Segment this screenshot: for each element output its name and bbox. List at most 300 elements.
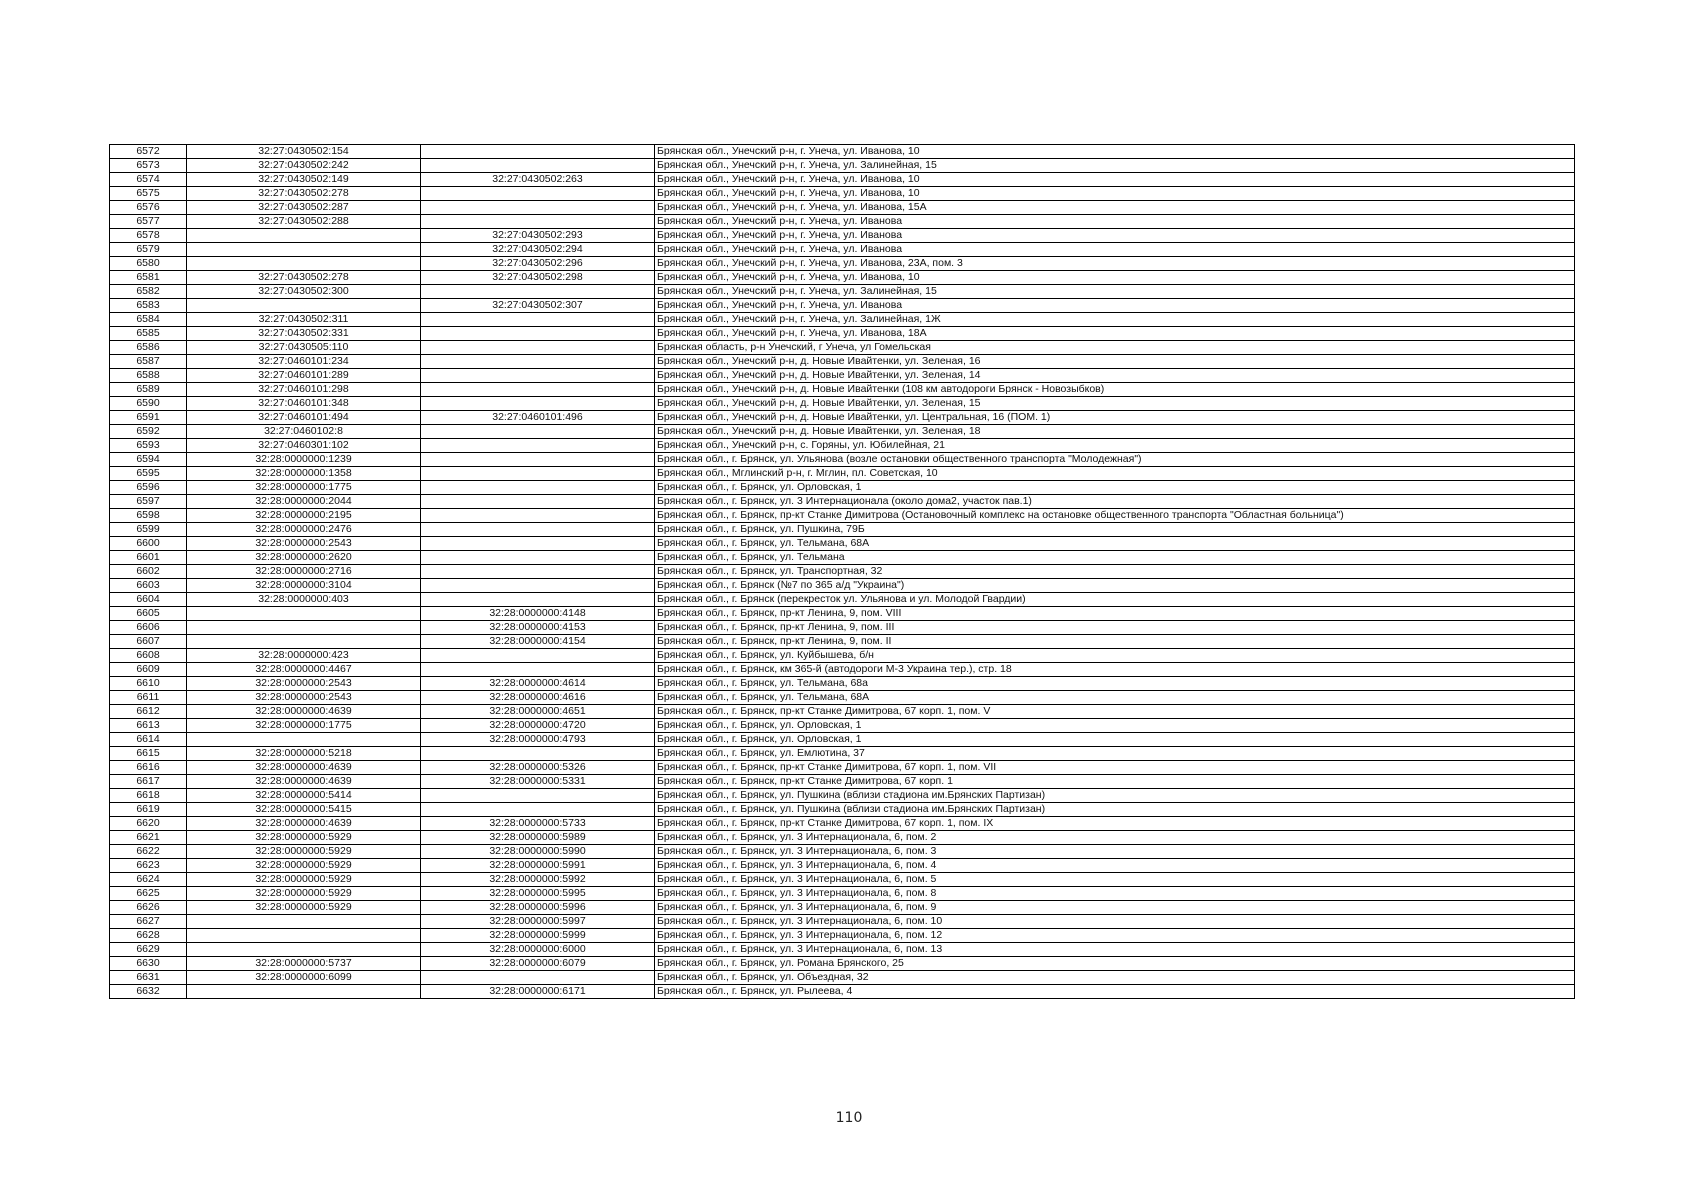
table-row — [110, 691, 1575, 705]
table-row — [110, 719, 1575, 733]
row-number-cell: 6612 — [110, 705, 187, 719]
row-number-cell: 6574 — [110, 173, 187, 187]
table-row — [110, 873, 1575, 887]
related-cadastral-number-cell — [421, 481, 655, 495]
table-row — [110, 411, 1575, 425]
row-number-cell: 6615 — [110, 747, 187, 761]
table-row — [110, 593, 1575, 607]
address-cell: Брянская обл., г. Брянск, ул. Транспортная, 32 — [655, 565, 1575, 579]
table-body — [110, 145, 1575, 999]
cadastral-number-cell — [187, 257, 421, 271]
table-row — [110, 579, 1575, 593]
address-cell: Брянская обл., Унечский р-н, д. Новые Ивайтенки, ул. Зеленая, 18 — [655, 425, 1575, 439]
related-cadastral-number-cell — [421, 159, 655, 173]
row-number-cell: 6611 — [110, 691, 187, 705]
related-cadastral-number-cell — [421, 215, 655, 229]
address-cell: Брянская обл., г. Брянск, ул. 3 Интернационала, 6, пом. 3 — [655, 845, 1575, 859]
address-cell: Брянская обл., г. Брянск, ул. Тельмана — [655, 551, 1575, 565]
table-row — [110, 201, 1575, 215]
address-cell: Брянская обл., г. Брянск, ул. Пушкина (вблизи стадиона им.Брянских Партизан) — [655, 803, 1575, 817]
table-row — [110, 929, 1575, 943]
cadastral-number-cell: 32:28:0000000:2543 — [187, 677, 421, 691]
cadastral-number-cell: 32:27:0460101:348 — [187, 397, 421, 411]
cadastral-number-cell: 32:28:0000000:6099 — [187, 971, 421, 985]
address-cell: Брянская обл., г. Брянск, км 365-й (автодороги М-3 Украина тер.), стр. 18 — [655, 663, 1575, 677]
table-row — [110, 607, 1575, 621]
address-cell: Брянская обл., Унечский р-н, д. Новые Ивайтенки, ул. Зеленая, 14 — [655, 369, 1575, 383]
related-cadastral-number-cell: 32:27:0460101:496 — [421, 411, 655, 425]
table-row — [110, 257, 1575, 271]
table-row — [110, 215, 1575, 229]
address-cell: Брянская обл., г. Брянск, ул. Пушкина (вблизи стадиона им.Брянских Партизан) — [655, 789, 1575, 803]
related-cadastral-number-cell — [421, 467, 655, 481]
related-cadastral-number-cell — [421, 593, 655, 607]
address-cell: Брянская обл., Унечский р-н, г. Унеча, ул. Залинейная, 15 — [655, 285, 1575, 299]
cadastral-number-cell — [187, 929, 421, 943]
cadastral-number-cell: 32:28:0000000:2716 — [187, 565, 421, 579]
table-row — [110, 705, 1575, 719]
cadastral-number-cell: 32:28:0000000:5929 — [187, 859, 421, 873]
related-cadastral-number-cell: 32:28:0000000:6171 — [421, 985, 655, 999]
related-cadastral-number-cell — [421, 495, 655, 509]
table-row — [110, 859, 1575, 873]
cadastral-number-cell — [187, 985, 421, 999]
row-number-cell: 6579 — [110, 243, 187, 257]
address-cell: Брянская обл., г. Брянск, ул. Орловская, 1 — [655, 481, 1575, 495]
cadastral-number-cell: 32:28:0000000:5415 — [187, 803, 421, 817]
address-cell: Брянская обл., г. Брянск, пр-кт Станке Димитрова, 67 корп. 1, пом. IX — [655, 817, 1575, 831]
table-row — [110, 173, 1575, 187]
row-number-cell: 6572 — [110, 145, 187, 159]
row-number-cell: 6602 — [110, 565, 187, 579]
address-cell: Брянская обл., г. Брянск, ул. Ульянова (возле остановки общественного транспорта "Молодежная") — [655, 453, 1575, 467]
row-number-cell: 6625 — [110, 887, 187, 901]
cadastral-number-cell: 32:28:0000000:2620 — [187, 551, 421, 565]
address-cell: Брянская обл., г. Брянск (перекресток ул. Ульянова и ул. Молодой Гвардии) — [655, 593, 1575, 607]
table-row — [110, 439, 1575, 453]
row-number-cell: 6583 — [110, 299, 187, 313]
table-row — [110, 453, 1575, 467]
address-cell: Брянская обл., г. Брянск (№7 по 365 а/д "Украина") — [655, 579, 1575, 593]
table-row — [110, 467, 1575, 481]
address-cell: Брянская обл., г. Брянск, пр-кт Ленина, 9, пом. II — [655, 635, 1575, 649]
related-cadastral-number-cell: 32:28:0000000:4651 — [421, 705, 655, 719]
cadastral-number-cell: 32:27:0460101:289 — [187, 369, 421, 383]
row-number-cell: 6616 — [110, 761, 187, 775]
row-number-cell: 6575 — [110, 187, 187, 201]
row-number-cell: 6585 — [110, 327, 187, 341]
related-cadastral-number-cell — [421, 579, 655, 593]
cadastral-number-cell: 32:28:0000000:403 — [187, 593, 421, 607]
address-cell: Брянская обл., г. Брянск, ул. Орловская, 1 — [655, 733, 1575, 747]
address-cell: Брянская обл., г. Брянск, ул. 3 Интернационала (около дома2, участок пав.1) — [655, 495, 1575, 509]
row-number-cell: 6613 — [110, 719, 187, 733]
cadastral-number-cell: 32:27:0430502:311 — [187, 313, 421, 327]
cadastral-number-cell: 32:28:0000000:5218 — [187, 747, 421, 761]
table-row — [110, 159, 1575, 173]
cadastral-number-cell: 32:28:0000000:2543 — [187, 537, 421, 551]
row-number-cell: 6576 — [110, 201, 187, 215]
related-cadastral-number-cell — [421, 355, 655, 369]
related-cadastral-number-cell — [421, 327, 655, 341]
cadastral-number-cell: 32:27:0460101:234 — [187, 355, 421, 369]
table-row — [110, 145, 1575, 159]
related-cadastral-number-cell: 32:28:0000000:5990 — [421, 845, 655, 859]
related-cadastral-number-cell: 32:27:0430502:296 — [421, 257, 655, 271]
table-row — [110, 621, 1575, 635]
related-cadastral-number-cell — [421, 523, 655, 537]
table-row — [110, 509, 1575, 523]
cadastral-table — [109, 144, 1575, 999]
row-number-cell: 6591 — [110, 411, 187, 425]
cadastral-number-cell: 32:28:0000000:1358 — [187, 467, 421, 481]
address-cell: Брянская обл., г. Брянск, ул. Тельмана, 68А — [655, 691, 1575, 705]
table-row — [110, 663, 1575, 677]
address-cell: Брянская обл., Унечский р-н, г. Унеча, ул. Иванова — [655, 299, 1575, 313]
row-number-cell: 6590 — [110, 397, 187, 411]
cadastral-number-cell — [187, 607, 421, 621]
related-cadastral-number-cell — [421, 663, 655, 677]
table-row — [110, 733, 1575, 747]
address-cell: Брянская обл., Унечский р-н, г. Унеча, ул. Залинейная, 15 — [655, 159, 1575, 173]
address-cell: Брянская обл., Унечский р-н, д. Новые Ивайтенки, ул. Центральная, 16 (ПОМ. 1) — [655, 411, 1575, 425]
cadastral-number-cell: 32:28:0000000:4639 — [187, 817, 421, 831]
address-cell: Брянская обл., г. Брянск, ул. 3 Интернационала, 6, пом. 13 — [655, 943, 1575, 957]
address-cell: Брянская обл., г. Брянск, ул. Тельмана, 68а — [655, 677, 1575, 691]
cadastral-number-cell: 32:28:0000000:3104 — [187, 579, 421, 593]
address-cell: Брянская обл., Унечский р-н, г. Унеча, ул. Иванова, 10 — [655, 187, 1575, 201]
address-cell: Брянская обл., г. Брянск, пр-кт Станке Димитрова, 67 корп. 1 — [655, 775, 1575, 789]
cadastral-number-cell: 32:27:0430502:242 — [187, 159, 421, 173]
cadastral-number-cell — [187, 733, 421, 747]
cadastral-number-cell: 32:28:0000000:2195 — [187, 509, 421, 523]
address-cell: Брянская обл., Унечский р-н, г. Унеча, ул. Залинейная, 1Ж — [655, 313, 1575, 327]
table-row — [110, 775, 1575, 789]
table-row — [110, 341, 1575, 355]
table-row — [110, 229, 1575, 243]
row-number-cell: 6594 — [110, 453, 187, 467]
address-cell: Брянская обл., Унечский р-н, г. Унеча, ул. Иванова — [655, 215, 1575, 229]
table-row — [110, 831, 1575, 845]
row-number-cell: 6600 — [110, 537, 187, 551]
table-row — [110, 747, 1575, 761]
row-number-cell: 6624 — [110, 873, 187, 887]
table-row — [110, 887, 1575, 901]
row-number-cell: 6628 — [110, 929, 187, 943]
row-number-cell: 6599 — [110, 523, 187, 537]
table-row — [110, 845, 1575, 859]
address-cell: Брянская обл., Мглинский р-н, г. Мглин, пл. Советская, 10 — [655, 467, 1575, 481]
table-row — [110, 523, 1575, 537]
row-number-cell: 6606 — [110, 621, 187, 635]
related-cadastral-number-cell — [421, 747, 655, 761]
cadastral-number-cell: 32:27:0430505:110 — [187, 341, 421, 355]
row-number-cell: 6573 — [110, 159, 187, 173]
cadastral-number-cell: 32:28:0000000:1775 — [187, 719, 421, 733]
related-cadastral-number-cell — [421, 201, 655, 215]
row-number-cell: 6631 — [110, 971, 187, 985]
table-row — [110, 635, 1575, 649]
address-cell: Брянская обл., г. Брянск, ул. 3 Интернационала, 6, пом. 5 — [655, 873, 1575, 887]
row-number-cell: 6627 — [110, 915, 187, 929]
related-cadastral-number-cell — [421, 187, 655, 201]
row-number-cell: 6589 — [110, 383, 187, 397]
table-row — [110, 299, 1575, 313]
related-cadastral-number-cell: 32:28:0000000:4148 — [421, 607, 655, 621]
cadastral-number-cell: 32:27:0430502:278 — [187, 187, 421, 201]
page-number: 110 — [835, 1110, 863, 1126]
address-cell: Брянская обл., г. Брянск, ул. Романа Брянского, 25 — [655, 957, 1575, 971]
row-number-cell: 6603 — [110, 579, 187, 593]
address-cell: Брянская обл., Унечский р-н, г. Унеча, ул. Иванова, 23А, пом. 3 — [655, 257, 1575, 271]
row-number-cell: 6598 — [110, 509, 187, 523]
row-number-cell: 6626 — [110, 901, 187, 915]
related-cadastral-number-cell: 32:27:0430502:294 — [421, 243, 655, 257]
table-row — [110, 943, 1575, 957]
cadastral-number-cell: 32:27:0430502:331 — [187, 327, 421, 341]
table-row — [110, 565, 1575, 579]
row-number-cell: 6592 — [110, 425, 187, 439]
related-cadastral-number-cell — [421, 453, 655, 467]
row-number-cell: 6588 — [110, 369, 187, 383]
row-number-cell: 6577 — [110, 215, 187, 229]
related-cadastral-number-cell — [421, 285, 655, 299]
cadastral-number-cell: 32:28:0000000:5737 — [187, 957, 421, 971]
address-cell: Брянская обл., г. Брянск, пр-кт Станке Димитрова, 67 корп. 1, пом. VII — [655, 761, 1575, 775]
related-cadastral-number-cell — [421, 439, 655, 453]
related-cadastral-number-cell — [421, 551, 655, 565]
row-number-cell: 6618 — [110, 789, 187, 803]
row-number-cell: 6597 — [110, 495, 187, 509]
related-cadastral-number-cell: 32:28:0000000:5992 — [421, 873, 655, 887]
table-row — [110, 901, 1575, 915]
address-cell: Брянская обл., Унечский р-н, г. Унеча, ул. Иванова, 15А — [655, 201, 1575, 215]
row-number-cell: 6593 — [110, 439, 187, 453]
related-cadastral-number-cell: 32:27:0430502:307 — [421, 299, 655, 313]
related-cadastral-number-cell — [421, 313, 655, 327]
row-number-cell: 6632 — [110, 985, 187, 999]
related-cadastral-number-cell: 32:28:0000000:5326 — [421, 761, 655, 775]
related-cadastral-number-cell — [421, 397, 655, 411]
row-number-cell: 6629 — [110, 943, 187, 957]
address-cell: Брянская обл., Унечский р-н, г. Унеча, ул. Иванова, 10 — [655, 145, 1575, 159]
cadastral-number-cell: 32:27:0430502:149 — [187, 173, 421, 187]
address-cell: Брянская обл., г. Брянск, ул. 3 Интернационала, 6, пом. 10 — [655, 915, 1575, 929]
row-number-cell: 6607 — [110, 635, 187, 649]
row-number-cell: 6578 — [110, 229, 187, 243]
table-row — [110, 789, 1575, 803]
cadastral-number-cell: 32:27:0460101:298 — [187, 383, 421, 397]
table-row — [110, 537, 1575, 551]
related-cadastral-number-cell — [421, 383, 655, 397]
table-row — [110, 495, 1575, 509]
table-row — [110, 425, 1575, 439]
cadastral-number-cell — [187, 915, 421, 929]
related-cadastral-number-cell: 32:28:0000000:5331 — [421, 775, 655, 789]
table-row — [110, 187, 1575, 201]
table-row — [110, 957, 1575, 971]
table-row — [110, 327, 1575, 341]
cadastral-number-cell — [187, 635, 421, 649]
table-row — [110, 971, 1575, 985]
address-cell: Брянская обл., г. Брянск, ул. Пушкина, 79Б — [655, 523, 1575, 537]
related-cadastral-number-cell — [421, 649, 655, 663]
address-cell: Брянская обл., Унечский р-н, г. Унеча, ул. Иванова, 10 — [655, 271, 1575, 285]
address-cell: Брянская обл., г. Брянск, ул. Куйбышева, б/н — [655, 649, 1575, 663]
address-cell: Брянская обл., г. Брянск, пр-кт Ленина, 9, пом. III — [655, 621, 1575, 635]
address-cell: Брянская обл., Унечский р-н, д. Новые Ивайтенки, ул. Зеленая, 16 — [655, 355, 1575, 369]
cadastral-number-cell: 32:28:0000000:4639 — [187, 761, 421, 775]
cadastral-number-cell — [187, 943, 421, 957]
cadastral-number-cell: 32:28:0000000:4467 — [187, 663, 421, 677]
row-number-cell: 6587 — [110, 355, 187, 369]
address-cell: Брянская обл., Унечский р-н, д. Новые Ивайтенки, ул. Зеленая, 15 — [655, 397, 1575, 411]
address-cell: Брянская обл., Унечский р-н, д. Новые Ивайтенки (108 км автодороги Брянск - Новозыбков) — [655, 383, 1575, 397]
table-row — [110, 677, 1575, 691]
table-row — [110, 817, 1575, 831]
related-cadastral-number-cell: 32:28:0000000:6079 — [421, 957, 655, 971]
address-cell: Брянская область, р-н Унечский, г Унеча, ул Гомельская — [655, 341, 1575, 355]
row-number-cell: 6608 — [110, 649, 187, 663]
address-cell: Брянская обл., Унечский р-н, с. Горяны, ул. Юбилейная, 21 — [655, 439, 1575, 453]
related-cadastral-number-cell: 32:28:0000000:4154 — [421, 635, 655, 649]
row-number-cell: 6595 — [110, 467, 187, 481]
table-row — [110, 551, 1575, 565]
cadastral-number-cell: 32:28:0000000:5929 — [187, 873, 421, 887]
table-row — [110, 355, 1575, 369]
related-cadastral-number-cell: 32:28:0000000:5995 — [421, 887, 655, 901]
address-cell: Брянская обл., г. Брянск, ул. 3 Интернационала, 6, пом. 2 — [655, 831, 1575, 845]
related-cadastral-number-cell: 32:28:0000000:6000 — [421, 943, 655, 957]
row-number-cell: 6620 — [110, 817, 187, 831]
row-number-cell: 6614 — [110, 733, 187, 747]
table-row — [110, 803, 1575, 817]
cadastral-number-cell: 32:27:0460102:8 — [187, 425, 421, 439]
row-number-cell: 6619 — [110, 803, 187, 817]
related-cadastral-number-cell — [421, 789, 655, 803]
row-number-cell: 6582 — [110, 285, 187, 299]
address-cell: Брянская обл., Унечский р-н, г. Унеча, ул. Иванова, 10 — [655, 173, 1575, 187]
row-number-cell: 6605 — [110, 607, 187, 621]
related-cadastral-number-cell — [421, 509, 655, 523]
address-cell: Брянская обл., г. Брянск, пр-кт Станке Димитрова (Остановочный комплекс на остановке общественного транспорта "Областная больница") — [655, 509, 1575, 523]
related-cadastral-number-cell: 32:28:0000000:5991 — [421, 859, 655, 873]
row-number-cell: 6580 — [110, 257, 187, 271]
cadastral-number-cell — [187, 299, 421, 313]
related-cadastral-number-cell: 32:27:0430502:263 — [421, 173, 655, 187]
row-number-cell: 6621 — [110, 831, 187, 845]
row-number-cell: 6610 — [110, 677, 187, 691]
related-cadastral-number-cell: 32:28:0000000:5996 — [421, 901, 655, 915]
address-cell: Брянская обл., г. Брянск, ул. 3 Интернационала, 6, пом. 9 — [655, 901, 1575, 915]
cadastral-number-cell: 32:27:0430502:287 — [187, 201, 421, 215]
table-row — [110, 649, 1575, 663]
address-cell: Брянская обл., Унечский р-н, г. Унеча, ул. Иванова, 18А — [655, 327, 1575, 341]
cadastral-number-cell: 32:28:0000000:5929 — [187, 831, 421, 845]
row-number-cell: 6586 — [110, 341, 187, 355]
address-cell: Брянская обл., г. Брянск, пр-кт Станке Димитрова, 67 корп. 1, пом. V — [655, 705, 1575, 719]
address-cell: Брянская обл., г. Брянск, ул. Объездная, 32 — [655, 971, 1575, 985]
cadastral-number-cell: 32:27:0430502:300 — [187, 285, 421, 299]
row-number-cell: 6584 — [110, 313, 187, 327]
table-row — [110, 481, 1575, 495]
cadastral-number-cell: 32:28:0000000:5929 — [187, 901, 421, 915]
address-cell: Брянская обл., г. Брянск, ул. Емлютина, 37 — [655, 747, 1575, 761]
cadastral-number-cell: 32:28:0000000:2044 — [187, 495, 421, 509]
related-cadastral-number-cell: 32:28:0000000:4720 — [421, 719, 655, 733]
cadastral-number-cell: 32:27:0430502:288 — [187, 215, 421, 229]
row-number-cell: 6601 — [110, 551, 187, 565]
related-cadastral-number-cell: 32:27:0430502:293 — [421, 229, 655, 243]
table-row — [110, 369, 1575, 383]
address-cell: Брянская обл., г. Брянск, ул. Рылеева, 4 — [655, 985, 1575, 999]
table-row — [110, 761, 1575, 775]
row-number-cell: 6604 — [110, 593, 187, 607]
address-cell: Брянская обл., г. Брянск, ул. 3 Интернационала, 6, пом. 4 — [655, 859, 1575, 873]
cadastral-number-cell: 32:28:0000000:5929 — [187, 845, 421, 859]
table-row — [110, 397, 1575, 411]
cadastral-number-cell: 32:28:0000000:2476 — [187, 523, 421, 537]
address-cell: Брянская обл., г. Брянск, пр-кт Ленина, 9, пом. VIII — [655, 607, 1575, 621]
table-row — [110, 271, 1575, 285]
table-row — [110, 915, 1575, 929]
related-cadastral-number-cell: 32:27:0430502:298 — [421, 271, 655, 285]
address-cell: Брянская обл., г. Брянск, ул. Орловская, 1 — [655, 719, 1575, 733]
address-cell: Брянская обл., г. Брянск, ул. 3 Интернационала, 6, пом. 8 — [655, 887, 1575, 901]
cadastral-number-cell: 32:28:0000000:5414 — [187, 789, 421, 803]
related-cadastral-number-cell: 32:28:0000000:5733 — [421, 817, 655, 831]
cadastral-number-cell: 32:27:0460301:102 — [187, 439, 421, 453]
cadastral-number-cell: 32:27:0430502:154 — [187, 145, 421, 159]
related-cadastral-number-cell: 32:28:0000000:4793 — [421, 733, 655, 747]
cadastral-number-cell: 32:28:0000000:2543 — [187, 691, 421, 705]
row-number-cell: 6630 — [110, 957, 187, 971]
related-cadastral-number-cell: 32:28:0000000:5997 — [421, 915, 655, 929]
cadastral-number-cell — [187, 229, 421, 243]
cadastral-number-cell — [187, 621, 421, 635]
related-cadastral-number-cell: 32:28:0000000:5999 — [421, 929, 655, 943]
table-row — [110, 985, 1575, 999]
address-cell: Брянская обл., г. Брянск, ул. 3 Интернационала, 6, пом. 12 — [655, 929, 1575, 943]
cadastral-number-cell: 32:27:0430502:278 — [187, 271, 421, 285]
cadastral-number-cell: 32:28:0000000:4639 — [187, 775, 421, 789]
related-cadastral-number-cell — [421, 425, 655, 439]
row-number-cell: 6623 — [110, 859, 187, 873]
address-cell: Брянская обл., г. Брянск, ул. Тельмана, 68А — [655, 537, 1575, 551]
cadastral-number-cell: 32:28:0000000:1239 — [187, 453, 421, 467]
cadastral-number-cell: 32:27:0460101:494 — [187, 411, 421, 425]
related-cadastral-number-cell: 32:28:0000000:4614 — [421, 677, 655, 691]
related-cadastral-number-cell: 32:28:0000000:4616 — [421, 691, 655, 705]
related-cadastral-number-cell — [421, 971, 655, 985]
address-cell: Брянская обл., Унечский р-н, г. Унеча, ул. Иванова — [655, 243, 1575, 257]
cadastral-number-cell: 32:28:0000000:5929 — [187, 887, 421, 901]
row-number-cell: 6617 — [110, 775, 187, 789]
table-row — [110, 243, 1575, 257]
related-cadastral-number-cell — [421, 537, 655, 551]
cadastral-number-cell: 32:28:0000000:423 — [187, 649, 421, 663]
cadastral-number-cell: 32:28:0000000:4639 — [187, 705, 421, 719]
table-row — [110, 313, 1575, 327]
related-cadastral-number-cell — [421, 341, 655, 355]
related-cadastral-number-cell: 32:28:0000000:4153 — [421, 621, 655, 635]
related-cadastral-number-cell — [421, 565, 655, 579]
address-cell: Брянская обл., Унечский р-н, г. Унеча, ул. Иванова — [655, 229, 1575, 243]
related-cadastral-number-cell: 32:28:0000000:5989 — [421, 831, 655, 845]
related-cadastral-number-cell — [421, 803, 655, 817]
cadastral-number-cell: 32:28:0000000:1775 — [187, 481, 421, 495]
table-row — [110, 285, 1575, 299]
